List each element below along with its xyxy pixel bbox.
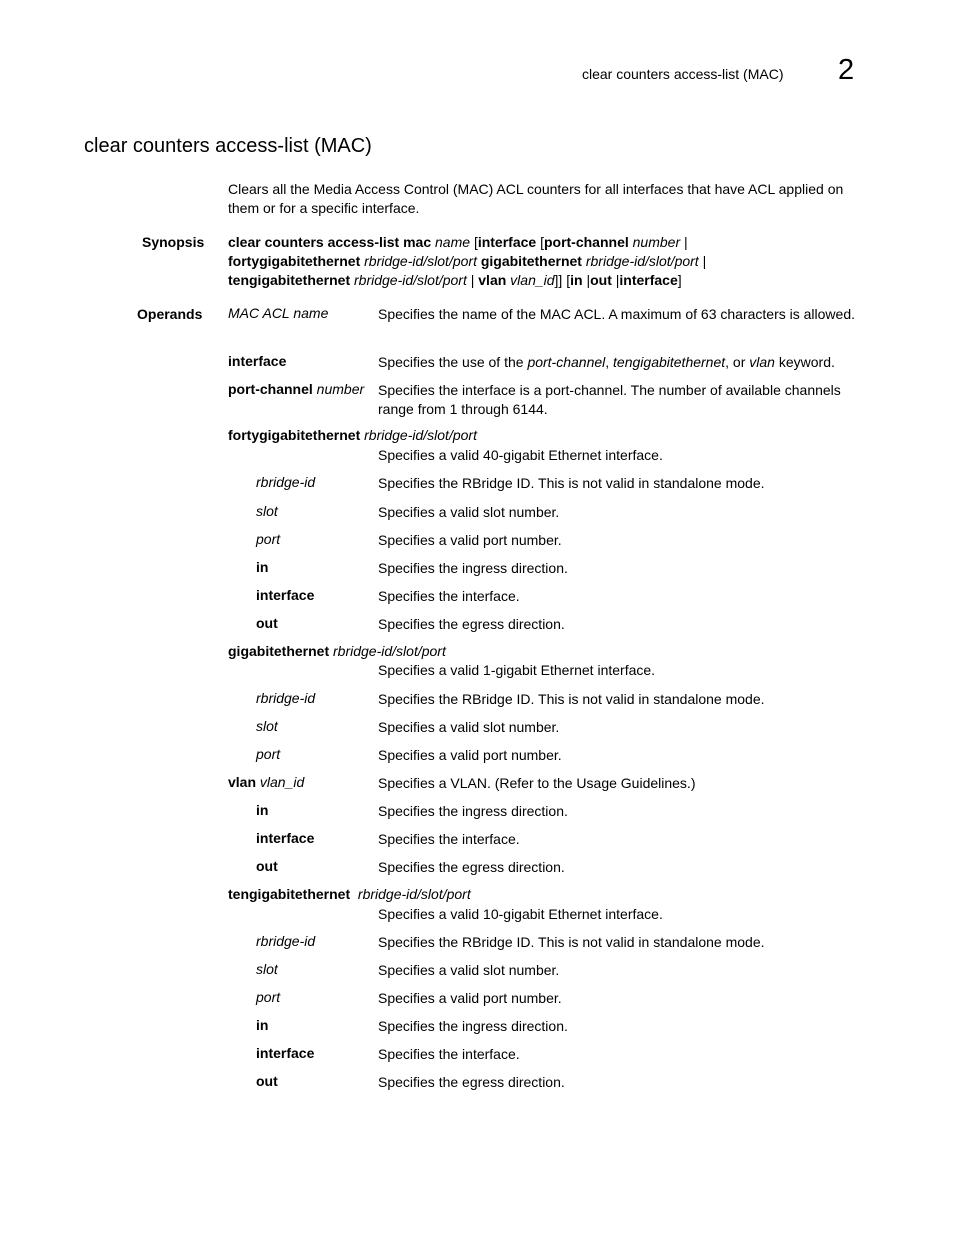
operand-desc-tengigabitethernet: Specifies a valid 10-gigabit Ethernet interface. <box>378 906 663 922</box>
operand-term-port <box>256 989 280 1005</box>
operand-term-text: rbridge-id <box>256 933 316 949</box>
operand-desc-in: Specifies the ingress direction. <box>378 1018 568 1034</box>
desc-text: Specifies the use of the <box>378 354 528 370</box>
operands-label: Operands <box>137 306 203 322</box>
synopsis-kw-vlan: vlan <box>478 272 507 288</box>
operand-desc-rbridge-id: Specifies the RBridge ID. This is not valid in standalone mode. <box>378 475 765 491</box>
synopsis-gig-arg: rbridge-id/slot/port <box>585 253 699 269</box>
synopsis-line-2 <box>228 253 706 269</box>
operand-term-fortygigabitethernet <box>228 427 477 443</box>
synopsis-kw-port-channel: port-channel <box>543 234 629 250</box>
operand-term-interface <box>256 830 314 846</box>
operand-term-gigabitethernet <box>228 643 446 659</box>
operand-term-text: rbridge-id <box>256 474 316 490</box>
desc-italic: port-channel <box>527 354 606 370</box>
synopsis-forty-arg: rbridge-id/slot/port <box>364 253 477 269</box>
operand-term-text: rbridge-id <box>256 690 316 706</box>
synopsis-bracket: [ <box>473 234 478 250</box>
synopsis-number-arg: number <box>632 234 681 250</box>
operand-term-port <box>256 531 280 547</box>
synopsis-kw-out: out <box>590 272 612 288</box>
operand-term-tengigabitethernet <box>228 886 471 902</box>
operand-desc-in: Specifies the ingress direction. <box>378 560 568 576</box>
synopsis-kw-in: in <box>570 272 583 288</box>
synopsis-command: clear counters access-list mac <box>228 234 432 250</box>
operand-term-text: port-channel <box>228 381 313 397</box>
operand-desc-out: Specifies the egress direction. <box>378 616 565 632</box>
desc-text: keyword. <box>774 354 835 370</box>
operand-term-in <box>256 1017 268 1033</box>
synopsis-kw-gig: gigabitethernet <box>480 253 582 269</box>
operand-desc-gigabitethernet: Specifies a valid 1-gigabit Ethernet interface. <box>378 662 656 678</box>
operand-term-interface <box>228 353 286 369</box>
synopsis-kw-ten: tengigabitethernet <box>228 272 351 288</box>
operand-term-slot <box>256 961 278 977</box>
operand-desc-port-channel: Specifies the interface is a port-channel. The number of available channels range from 1 through 6144. <box>378 382 841 417</box>
operand-desc-interface: Specifies the interface. <box>378 831 520 847</box>
operand-term-text: port <box>256 746 281 762</box>
chapter-number: 2 <box>838 54 855 86</box>
synopsis-pipe: | <box>684 234 688 250</box>
synopsis-kw-forty: fortygigabitethernet <box>228 253 361 269</box>
desc-italic: vlan <box>749 354 775 370</box>
synopsis-pipe: | <box>615 272 620 288</box>
operand-term-text: out <box>256 858 278 874</box>
operand-desc-slot: Specifies a valid slot number. <box>378 962 560 978</box>
synopsis-bracket: ]] [ <box>554 272 571 288</box>
operand-desc-slot: Specifies a valid slot number. <box>378 719 560 735</box>
operand-desc-interface: Specifies the interface. <box>378 1046 520 1062</box>
operand-term-text: out <box>256 1073 278 1089</box>
operand-term-text: gigabitethernet <box>228 643 330 659</box>
synopsis-pipe: | <box>470 272 475 288</box>
operand-term-text: in <box>256 1017 269 1033</box>
operand-term-interface <box>256 587 314 603</box>
operand-term-text: slot <box>256 718 278 734</box>
operand-term-vlan <box>228 774 304 790</box>
operand-term-out <box>256 858 278 874</box>
operand-term-out <box>256 1073 278 1089</box>
operand-term-arg: vlan_id <box>259 774 305 790</box>
operand-desc-vlan: Specifies a VLAN. (Refer to the Usage Guidelines.) <box>378 775 696 791</box>
operand-desc-rbridge-id: Specifies the RBridge ID. This is not valid in standalone mode. <box>378 934 765 950</box>
operand-term-text: MAC ACL name <box>228 305 329 321</box>
operand-desc-out: Specifies the egress direction. <box>378 859 565 875</box>
synopsis-line-3 <box>228 272 682 288</box>
operand-term-arg: rbridge-id/slot/port <box>333 643 446 659</box>
operand-term-rbridge-id <box>256 933 315 949</box>
desc-text: , or <box>725 354 750 370</box>
operand-term-rbridge-id <box>256 474 315 490</box>
operand-term-text: fortygigabitethernet <box>228 427 361 443</box>
page-title: clear counters access-list (MAC) <box>84 135 372 157</box>
synopsis-vlan-arg: vlan_id <box>510 272 555 288</box>
operand-term-port <box>256 746 280 762</box>
operand-term-mac-acl-name <box>228 305 328 321</box>
operand-term-text: slot <box>256 961 278 977</box>
synopsis-name-arg: name <box>435 234 471 250</box>
synopsis-kw-interface: interface <box>477 234 537 250</box>
desc-italic: tengigabitethernet <box>613 354 726 370</box>
operand-term-text: interface <box>256 587 315 603</box>
operand-desc-port: Specifies a valid port number. <box>378 747 562 763</box>
operand-term-text: port <box>256 989 281 1005</box>
operand-term-text: in <box>256 802 269 818</box>
synopsis-kw-interface: interface <box>619 272 678 288</box>
synopsis-bracket: [ <box>540 234 544 250</box>
operand-term-text: interface <box>256 830 315 846</box>
operand-term-text: interface <box>228 353 287 369</box>
operand-desc-interface <box>378 353 878 372</box>
operand-desc-port: Specifies a valid port number. <box>378 532 562 548</box>
synopsis-ten-arg: rbridge-id/slot/port <box>354 272 467 288</box>
operand-term-out <box>256 615 278 631</box>
operand-term-slot <box>256 503 278 519</box>
operand-term-text: tengigabitethernet <box>228 886 351 902</box>
operand-term-text: interface <box>256 1045 315 1061</box>
operand-term-in <box>256 559 268 575</box>
operand-term-arg: rbridge-id/slot/port <box>364 427 477 443</box>
operand-term-interface <box>256 1045 314 1061</box>
operand-term-rbridge-id <box>256 690 315 706</box>
running-header-title: clear counters access-list (MAC) <box>582 66 784 82</box>
operand-term-text: port <box>256 531 281 547</box>
operand-desc-slot: Specifies a valid slot number. <box>378 504 560 520</box>
operand-desc-in: Specifies the ingress direction. <box>378 803 568 819</box>
operand-term-arg: number <box>316 381 365 397</box>
operand-desc-port: Specifies a valid port number. <box>378 990 562 1006</box>
synopsis-pipe: | <box>702 253 707 269</box>
operand-term-text: slot <box>256 503 278 519</box>
operand-term-text: out <box>256 615 278 631</box>
operand-desc-fortygigabitethernet: Specifies a valid 40-gigabit Ethernet interface. <box>378 447 663 463</box>
synopsis-line-1 <box>228 234 688 250</box>
desc-text: , <box>605 354 614 370</box>
operand-term-port-channel <box>228 381 364 397</box>
operand-desc-out: Specifies the egress direction. <box>378 1074 565 1090</box>
operand-desc-interface: Specifies the interface. <box>378 588 520 604</box>
synopsis-pipe: | <box>586 272 591 288</box>
operand-term-in <box>256 802 268 818</box>
synopsis-label: Synopsis <box>142 234 205 250</box>
operand-term-text: vlan <box>228 774 257 790</box>
operand-term-text: in <box>256 559 269 575</box>
intro-paragraph: Clears all the Media Access Control (MAC) ACL counters for all interfaces that have ACL applied on them or for a specific interface. <box>228 181 844 216</box>
operand-term-arg: rbridge-id/slot/port <box>357 886 471 902</box>
synopsis-bracket: ] <box>677 272 682 288</box>
operand-desc-rbridge-id: Specifies the RBridge ID. This is not valid in standalone mode. <box>378 691 765 707</box>
operand-term-slot <box>256 718 278 734</box>
operand-desc-mac-acl-name: Specifies the name of the MAC ACL. A maximum of 63 characters is allowed. <box>378 306 855 322</box>
